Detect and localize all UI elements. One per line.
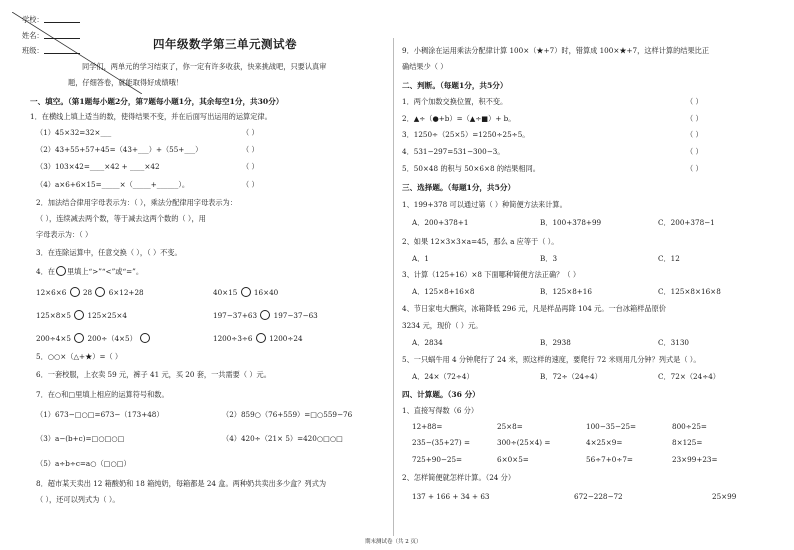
judge-3: 3．1250÷（25×5）=1250÷25÷5。: [402, 130, 530, 139]
judge-5-answer[interactable]: （ ）: [686, 164, 703, 173]
q7-1: （1）673−□○□=673−（173+48）: [36, 410, 164, 419]
q7-3: （3）a−(b+c)=□○□○□: [36, 434, 125, 443]
choice-3: 3、计算（125+16）×8 下面哪种简便方法正确？（ ）: [402, 270, 581, 279]
compare-slot[interactable]: [241, 287, 251, 297]
q1-1-answer[interactable]: （ ）: [242, 128, 259, 137]
q8-line-a: 8．超市某天卖出 12 箱酸奶和 18 箱纯奶，每箱都是 24 盒。两种奶共卖出多少盒？列式为: [36, 479, 327, 488]
calc-1-title: 1、直接写得数（6 分）: [402, 406, 479, 415]
direct-calc[interactable]: 6×0×5=: [497, 455, 529, 464]
judge-1: 1．两个加数交换位置，积不变。: [402, 97, 508, 106]
compare-3: 125×8×5 125×25×4: [36, 311, 127, 320]
choice-4-line-b: 3234 元，现价（ ）元。: [402, 321, 483, 330]
q1-4: （4）a×6+6×15=_____×（_____+______）。: [36, 180, 190, 189]
judge-4-answer[interactable]: （ ）: [686, 147, 703, 156]
simplify-3[interactable]: 25×99: [712, 492, 737, 501]
q2-line-c: 字母表示为：（ ）: [36, 230, 93, 239]
compare-5: 200÷4×5 200÷（4×5）: [36, 333, 151, 343]
direct-calc[interactable]: 23×99+23=: [672, 455, 718, 464]
simplify-1[interactable]: 137 + 166 + 34 + 63: [412, 492, 490, 501]
q1-2: （2）43+55+57+45=（43+___）+（55+___）: [36, 145, 203, 154]
choice-4-a[interactable]: A．2834: [412, 338, 443, 347]
q1-text: 1．在横线上填上适当的数，使得结果不变，并在后面写出运用的运算定律。: [30, 112, 272, 121]
compare-slot[interactable]: [74, 333, 84, 343]
q5-text: 5．○○×（△+★）=（ ）: [36, 352, 123, 361]
judge-2: 2．▲÷（●+b）=（▲÷■）+ b。: [402, 114, 516, 123]
direct-calc[interactable]: 56÷7+0÷7=: [586, 455, 633, 464]
judge-3-answer[interactable]: （ ）: [686, 130, 703, 139]
compare-slot[interactable]: [140, 333, 150, 343]
q9-line-b: 确结果少（ ）: [402, 62, 448, 71]
choice-1-c[interactable]: C．200+378−1: [658, 218, 715, 227]
compare-slot[interactable]: [95, 287, 105, 297]
direct-calc[interactable]: 235−(35+27) =: [412, 438, 470, 447]
compare-2: 40×15 16×40: [213, 288, 279, 297]
page-footer: 期末测试卷（共 2 页）: [365, 539, 422, 545]
section-1-heading: 一、填空。（第1题每小题2分，第7题每小题1分，其余每空1分，共30分）: [30, 97, 284, 106]
compare-4: 197−37+63 197−37−63: [213, 311, 318, 320]
judge-2-answer[interactable]: （ ）: [686, 114, 703, 123]
direct-calc[interactable]: 100−35−25=: [586, 422, 637, 431]
compare-slot[interactable]: [260, 310, 270, 320]
choice-3-a[interactable]: A．125×8+16×8: [412, 287, 475, 296]
column-divider: [393, 38, 394, 536]
compare-slot[interactable]: [74, 310, 84, 320]
q2-line-b: （ ），连续减去两个数，等于减去这两个数的（ ），用: [36, 214, 206, 223]
school-field[interactable]: 学校：: [22, 14, 80, 24]
q1-3-answer[interactable]: （ ）: [242, 162, 259, 171]
q3-text: 3．在连除运算中，任意交换（ ），（ ）不变。: [36, 248, 182, 257]
q6-text: 6．一套校服，上衣卖 59 元，裤子 41 元，买 20 套，一共需要（ ）元。: [36, 370, 271, 379]
section-2-heading: 二、判断。（每题1分，共5分）: [402, 81, 508, 90]
choice-5-b[interactable]: B．72÷（24÷4）: [540, 372, 602, 381]
direct-calc[interactable]: 725+90−25=: [412, 455, 463, 464]
q1-3: （3）103×42=____×42 + ____×42: [36, 162, 160, 171]
section-3-heading: 三、选择题。（每题1分，共5分）: [402, 183, 516, 192]
q7-text: 7．在○和□里填上相应的运算符号和数。: [36, 390, 169, 399]
choice-1: 1、199+378 可以通过第（ ）种简便方法来计算。: [402, 200, 567, 209]
q1-1: （1）45×32=32×___: [36, 128, 112, 137]
direct-calc[interactable]: 800÷25=: [672, 422, 707, 431]
section-4-heading: 四、计算题。（36 分）: [402, 390, 480, 399]
circle-icon: [56, 266, 66, 276]
choice-2-c[interactable]: C．12: [658, 254, 680, 263]
q7-4: （4）420÷（21× 5）=420○□○□: [222, 434, 343, 443]
q8-line-b: （ ），还可以列式为（ ）。: [36, 495, 120, 504]
q1-2-answer[interactable]: （ ）: [242, 145, 259, 154]
direct-calc[interactable]: 25×8=: [497, 422, 523, 431]
q1-4-answer[interactable]: （ ）: [242, 180, 259, 189]
judge-5: 5．50×48 的积与 50×6×8 的结果相同。: [402, 164, 540, 173]
choice-2: 2、如果 12×3×3×a=45，那么 a 应等于（ ）。: [402, 237, 559, 246]
compare-slot[interactable]: [256, 333, 266, 343]
q9-line-a: 9．小稠涂在运用乘法分配律计算 100×（★+7）时，错算成 100×★+7，这样计算的结果比正: [402, 46, 710, 55]
choice-4-b[interactable]: B．2938: [540, 338, 571, 347]
q7-2: （2）859○（76+559）=□○559−76: [222, 410, 353, 419]
q4-text: 4．在 里填上“>”“<”或“=”。: [36, 267, 144, 276]
class-field[interactable]: 班级：: [22, 45, 80, 55]
calc-2-title: 2、怎样简便就怎样计算。（24 分）: [402, 473, 516, 482]
direct-calc[interactable]: 12+88=: [412, 422, 443, 431]
direct-calc[interactable]: 300÷(25×4) =: [497, 438, 551, 447]
intro-line-2: 题，仔细答卷，就能取得好成绩哦！: [68, 78, 184, 87]
simplify-2[interactable]: 672−228−72: [574, 492, 623, 501]
judge-4: 4．531−297=531−300−3。: [402, 147, 505, 156]
direct-calc[interactable]: 8×125=: [672, 438, 703, 447]
choice-2-b[interactable]: B．3: [540, 254, 558, 263]
choice-5-a[interactable]: A．24×（72÷4）: [412, 372, 474, 381]
choice-3-b[interactable]: B．125×8+16: [540, 287, 592, 296]
q2-line-a: 2．加法结合律用字母表示为：（ ），乘法分配律用字母表示为：: [36, 198, 237, 207]
page-title: 四年级数学第三单元测试卷: [153, 37, 297, 51]
compare-1: 12×6×6 28 6×12+28: [36, 288, 144, 297]
choice-1-b[interactable]: B．100+378+99: [540, 218, 602, 227]
intro-line-1: 同学们，两单元的学习结束了，你一定有许多收获，快来挑战吧，只要认真审: [82, 62, 327, 71]
choice-4-c[interactable]: C．3130: [658, 338, 689, 347]
choice-5: 5、一只蜗牛用 4 分钟爬行了 24 米，照这样的速度，要爬行 72 米则用几分钟？列式是（ ）。: [402, 355, 701, 364]
choice-4-line-a: 4、节日家电大酬宾，冰箱降低 296 元，凡是样品再降 104 元。一台冰箱样品原价: [402, 304, 666, 313]
choice-5-c[interactable]: C．72×（24÷4）: [658, 372, 720, 381]
compare-6: 1200÷3÷6 1200÷24: [213, 334, 303, 343]
choice-3-c[interactable]: C．125×8×16×8: [658, 287, 721, 296]
name-field[interactable]: 姓名：: [22, 30, 80, 40]
q7-5: （5）a÷b÷c=a○（□○□）: [36, 459, 131, 468]
choice-2-a[interactable]: A．1: [412, 254, 429, 263]
judge-1-answer[interactable]: （ ）: [686, 97, 703, 106]
direct-calc[interactable]: 4×25×9=: [586, 438, 623, 447]
compare-slot[interactable]: [70, 287, 80, 297]
choice-1-a[interactable]: A．200+378+1: [412, 218, 469, 227]
